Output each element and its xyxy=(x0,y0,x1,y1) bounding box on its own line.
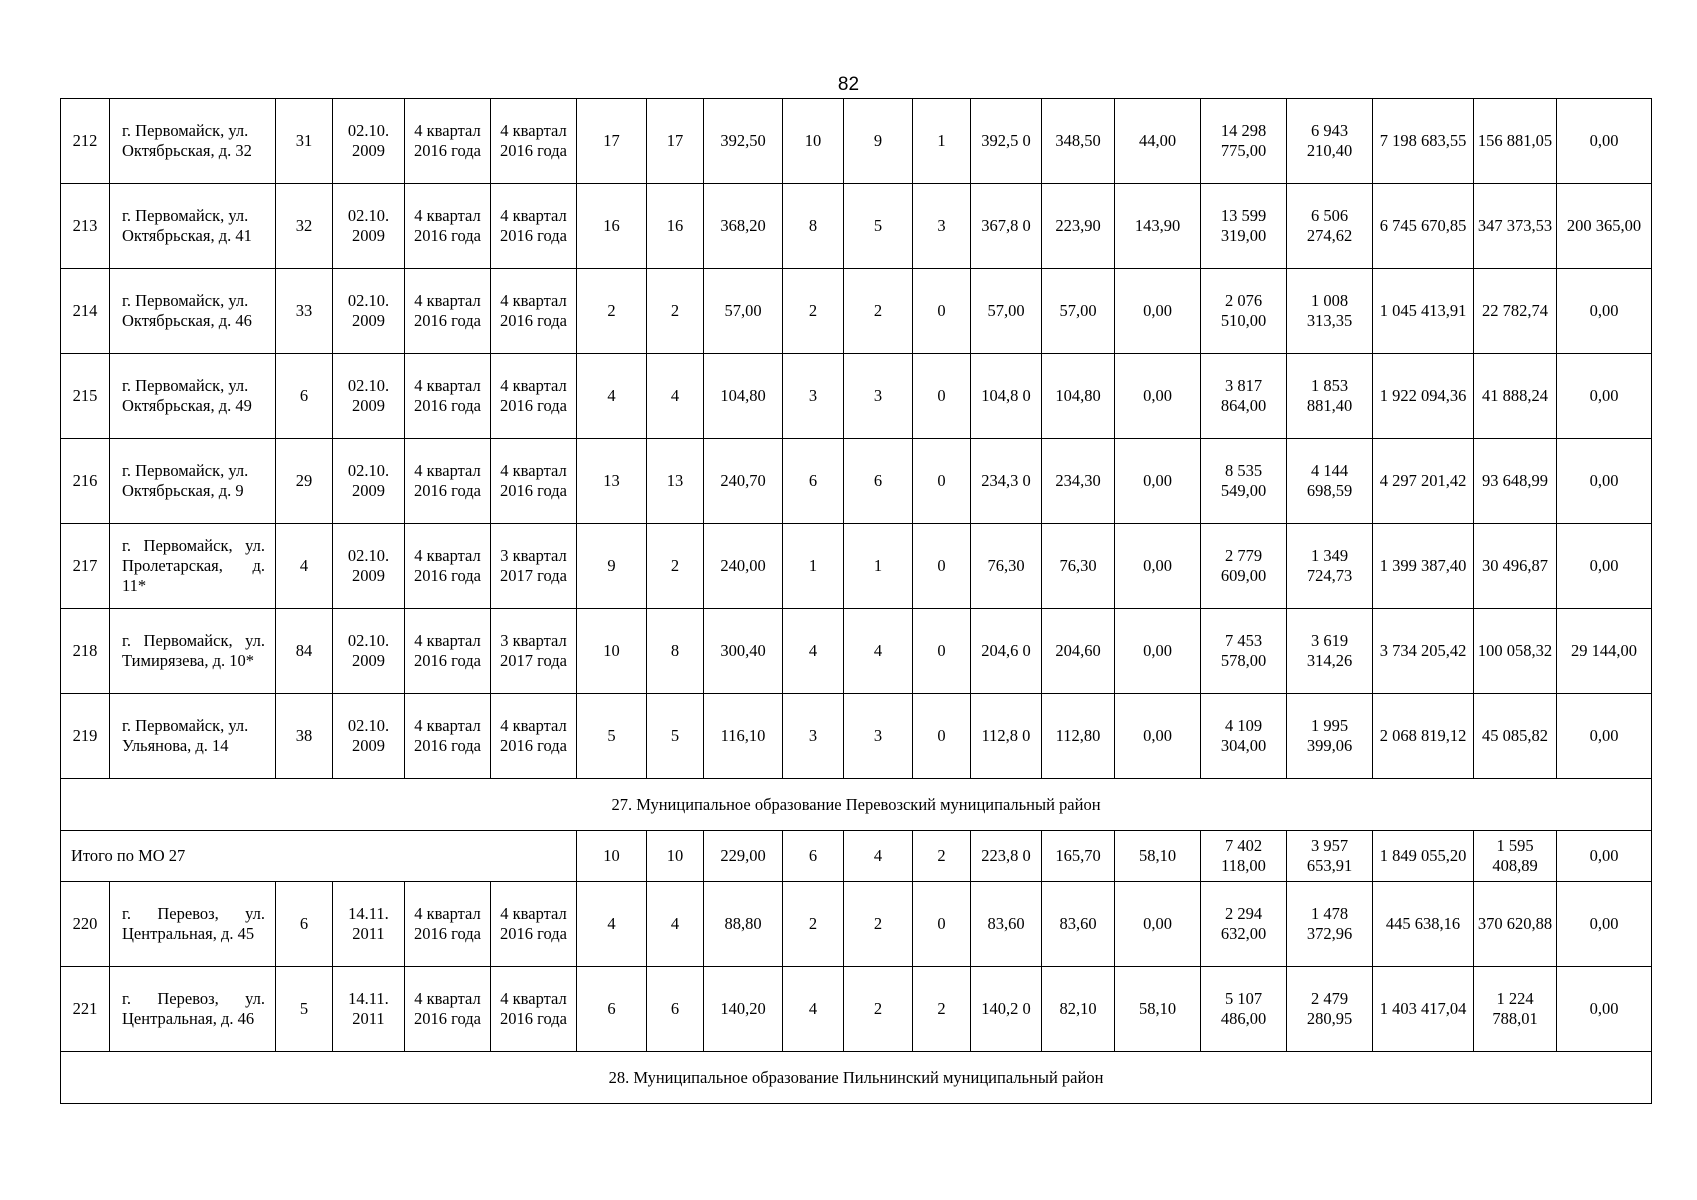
area-municipal-cell: 348,50 xyxy=(1042,99,1115,184)
row-number-cell: 215 xyxy=(61,354,110,439)
document-date-cell: 02.10. 2009 xyxy=(333,99,405,184)
table-row xyxy=(61,99,1652,184)
housing-register-table xyxy=(60,98,1652,1104)
row-number-cell: 220 xyxy=(61,882,110,967)
flats-municipal-cell: 3 xyxy=(844,354,913,439)
apartments-resettled-cell: 2 xyxy=(647,269,704,354)
section-header-row xyxy=(61,1052,1652,1104)
cost-total-cell: 14 298 775,00 xyxy=(1201,99,1287,184)
fund-share-cell: 1 008 313,35 xyxy=(1287,269,1373,354)
apartments-total-cell: 17 xyxy=(577,99,647,184)
address-cell: г. Перевоз, ул. Центральная, д. 46 xyxy=(110,967,276,1052)
table-body xyxy=(61,99,1652,1104)
flats-private-cell: 0 xyxy=(913,524,971,609)
region-share-cell: 4 297 201,42 xyxy=(1373,439,1474,524)
flats-municipal-cell: 6 xyxy=(844,439,913,524)
row-number-cell: 219 xyxy=(61,694,110,779)
address-cell: г. Первомайск, ул. Октябрьская, д. 9 xyxy=(110,439,276,524)
flats-municipal-cell: 2 xyxy=(844,269,913,354)
planned-date-cell: 4 квартал 2016 года xyxy=(405,354,491,439)
flats-municipal-cell: 4 xyxy=(844,609,913,694)
page-number: 82 xyxy=(837,74,860,95)
row-number-cell: 216 xyxy=(61,439,110,524)
local-share-cell: 100 058,32 xyxy=(1474,609,1557,694)
flats-count-cell: 6 xyxy=(783,439,844,524)
document-number-cell: 6 xyxy=(276,882,333,967)
extra-funds-cell: 0,00 xyxy=(1557,694,1652,779)
planned-date-cell: 4 квартал 2016 года xyxy=(405,524,491,609)
document-number-cell: 31 xyxy=(276,99,333,184)
extra-funds-cell: 0,00 xyxy=(1557,882,1652,967)
extra-funds-cell: 0,00 xyxy=(1557,831,1652,882)
area-resettled-cell: 140,2 0 xyxy=(971,967,1042,1052)
document-number-cell: 5 xyxy=(276,967,333,1052)
document-number-cell: 38 xyxy=(276,694,333,779)
fund-share-cell: 1 349 724,73 xyxy=(1287,524,1373,609)
apartments-resettled-cell: 10 xyxy=(647,831,704,882)
local-share-cell: 41 888,24 xyxy=(1474,354,1557,439)
area-private-cell: 0,00 xyxy=(1115,524,1201,609)
flats-private-cell: 0 xyxy=(913,882,971,967)
document-number-cell: 4 xyxy=(276,524,333,609)
region-share-cell: 1 045 413,91 xyxy=(1373,269,1474,354)
planned-date-cell: 4 квартал 2016 года xyxy=(405,99,491,184)
table-row xyxy=(61,694,1652,779)
cost-total-cell: 13 599 319,00 xyxy=(1201,184,1287,269)
area-total-cell: 88,80 xyxy=(704,882,783,967)
flats-count-cell: 8 xyxy=(783,184,844,269)
flats-municipal-cell: 3 xyxy=(844,694,913,779)
document-date-cell: 14.11. 2011 xyxy=(333,882,405,967)
fund-share-cell: 2 479 280,95 xyxy=(1287,967,1373,1052)
table-row xyxy=(61,967,1652,1052)
flats-municipal-cell: 2 xyxy=(844,882,913,967)
local-share-cell: 1 595 408,89 xyxy=(1474,831,1557,882)
planned-date-cell: 4 квартал 2016 года xyxy=(405,609,491,694)
actual-date-cell: 4 квартал 2016 года xyxy=(491,184,577,269)
cost-total-cell: 2 779 609,00 xyxy=(1201,524,1287,609)
area-total-cell: 104,80 xyxy=(704,354,783,439)
flats-count-cell: 2 xyxy=(783,269,844,354)
area-municipal-cell: 112,80 xyxy=(1042,694,1115,779)
area-private-cell: 0,00 xyxy=(1115,694,1201,779)
flats-municipal-cell: 1 xyxy=(844,524,913,609)
region-share-cell: 6 745 670,85 xyxy=(1373,184,1474,269)
address-cell: г. Первомайск, ул. Октябрьская, д. 32 xyxy=(110,99,276,184)
area-private-cell: 0,00 xyxy=(1115,269,1201,354)
document-number-cell: 32 xyxy=(276,184,333,269)
planned-date-cell: 4 квартал 2016 года xyxy=(405,184,491,269)
area-resettled-cell: 223,8 0 xyxy=(971,831,1042,882)
table-row xyxy=(61,354,1652,439)
area-resettled-cell: 367,8 0 xyxy=(971,184,1042,269)
section-title-cell: 27. Муниципальное образование Перевозский муниципальный район xyxy=(61,779,1652,831)
region-share-cell: 445 638,16 xyxy=(1373,882,1474,967)
table-row xyxy=(61,439,1652,524)
region-share-cell: 7 198 683,55 xyxy=(1373,99,1474,184)
region-share-cell: 1 403 417,04 xyxy=(1373,967,1474,1052)
apartments-total-cell: 13 xyxy=(577,439,647,524)
table-row xyxy=(61,609,1652,694)
area-resettled-cell: 392,5 0 xyxy=(971,99,1042,184)
local-share-cell: 347 373,53 xyxy=(1474,184,1557,269)
region-share-cell: 1 922 094,36 xyxy=(1373,354,1474,439)
actual-date-cell: 4 квартал 2016 года xyxy=(491,354,577,439)
table-row xyxy=(61,269,1652,354)
address-cell: г. Первомайск, ул. Тимирязева, д. 10* xyxy=(110,609,276,694)
flats-municipal-cell: 9 xyxy=(844,99,913,184)
area-total-cell: 240,70 xyxy=(704,439,783,524)
area-total-cell: 240,00 xyxy=(704,524,783,609)
planned-date-cell: 4 квартал 2016 года xyxy=(405,882,491,967)
flats-private-cell: 1 xyxy=(913,99,971,184)
flats-private-cell: 2 xyxy=(913,967,971,1052)
document-date-cell: 02.10. 2009 xyxy=(333,694,405,779)
fund-share-cell: 4 144 698,59 xyxy=(1287,439,1373,524)
actual-date-cell: 4 квартал 2016 года xyxy=(491,694,577,779)
area-total-cell: 140,20 xyxy=(704,967,783,1052)
extra-funds-cell: 0,00 xyxy=(1557,269,1652,354)
row-number-cell: 214 xyxy=(61,269,110,354)
address-cell: г. Перевоз, ул. Центральная, д. 45 xyxy=(110,882,276,967)
flats-private-cell: 0 xyxy=(913,439,971,524)
area-municipal-cell: 76,30 xyxy=(1042,524,1115,609)
apartments-total-cell: 16 xyxy=(577,184,647,269)
apartments-resettled-cell: 16 xyxy=(647,184,704,269)
flats-count-cell: 10 xyxy=(783,99,844,184)
area-municipal-cell: 204,60 xyxy=(1042,609,1115,694)
planned-date-cell: 4 квартал 2016 года xyxy=(405,269,491,354)
apartments-resettled-cell: 17 xyxy=(647,99,704,184)
area-private-cell: 58,10 xyxy=(1115,967,1201,1052)
extra-funds-cell: 0,00 xyxy=(1557,524,1652,609)
extra-funds-cell: 0,00 xyxy=(1557,354,1652,439)
apartments-total-cell: 2 xyxy=(577,269,647,354)
area-total-cell: 392,50 xyxy=(704,99,783,184)
extra-funds-cell: 0,00 xyxy=(1557,439,1652,524)
subtotal-row xyxy=(61,831,1652,882)
row-number-cell: 212 xyxy=(61,99,110,184)
flats-private-cell: 0 xyxy=(913,694,971,779)
extra-funds-cell: 0,00 xyxy=(1557,967,1652,1052)
area-private-cell: 44,00 xyxy=(1115,99,1201,184)
fund-share-cell: 6 506 274,62 xyxy=(1287,184,1373,269)
area-resettled-cell: 104,8 0 xyxy=(971,354,1042,439)
extra-funds-cell: 200 365,00 xyxy=(1557,184,1652,269)
area-private-cell: 0,00 xyxy=(1115,354,1201,439)
actual-date-cell: 4 квартал 2016 года xyxy=(491,269,577,354)
area-total-cell: 300,40 xyxy=(704,609,783,694)
actual-date-cell: 4 квартал 2016 года xyxy=(491,882,577,967)
apartments-total-cell: 10 xyxy=(577,609,647,694)
area-total-cell: 368,20 xyxy=(704,184,783,269)
flats-count-cell: 4 xyxy=(783,609,844,694)
cost-total-cell: 8 535 549,00 xyxy=(1201,439,1287,524)
area-total-cell: 116,10 xyxy=(704,694,783,779)
apartments-resettled-cell: 4 xyxy=(647,882,704,967)
flats-count-cell: 3 xyxy=(783,354,844,439)
apartments-resettled-cell: 4 xyxy=(647,354,704,439)
cost-total-cell: 5 107 486,00 xyxy=(1201,967,1287,1052)
flats-private-cell: 0 xyxy=(913,609,971,694)
actual-date-cell: 4 квартал 2016 года xyxy=(491,99,577,184)
apartments-resettled-cell: 6 xyxy=(647,967,704,1052)
flats-count-cell: 6 xyxy=(783,831,844,882)
area-private-cell: 0,00 xyxy=(1115,609,1201,694)
apartments-total-cell: 5 xyxy=(577,694,647,779)
actual-date-cell: 3 квартал 2017 года xyxy=(491,524,577,609)
apartments-total-cell: 6 xyxy=(577,967,647,1052)
table-row xyxy=(61,882,1652,967)
flats-municipal-cell: 4 xyxy=(844,831,913,882)
region-share-cell: 3 734 205,42 xyxy=(1373,609,1474,694)
document-date-cell: 02.10. 2009 xyxy=(333,609,405,694)
table-row xyxy=(61,524,1652,609)
address-cell: г. Первомайск, ул. Октябрьская, д. 41 xyxy=(110,184,276,269)
cost-total-cell: 2 076 510,00 xyxy=(1201,269,1287,354)
flats-private-cell: 0 xyxy=(913,269,971,354)
planned-date-cell: 4 квартал 2016 года xyxy=(405,694,491,779)
apartments-resettled-cell: 2 xyxy=(647,524,704,609)
area-resettled-cell: 112,8 0 xyxy=(971,694,1042,779)
document-number-cell: 33 xyxy=(276,269,333,354)
region-share-cell: 2 068 819,12 xyxy=(1373,694,1474,779)
fund-share-cell: 1 478 372,96 xyxy=(1287,882,1373,967)
section-title-cell: 28. Муниципальное образование Пильнинский муниципальный район xyxy=(61,1052,1652,1104)
fund-share-cell: 1 853 881,40 xyxy=(1287,354,1373,439)
flats-private-cell: 0 xyxy=(913,354,971,439)
area-municipal-cell: 83,60 xyxy=(1042,882,1115,967)
flats-private-cell: 2 xyxy=(913,831,971,882)
planned-date-cell: 4 квартал 2016 года xyxy=(405,439,491,524)
area-private-cell: 0,00 xyxy=(1115,882,1201,967)
area-total-cell: 229,00 xyxy=(704,831,783,882)
region-share-cell: 1 399 387,40 xyxy=(1373,524,1474,609)
flats-municipal-cell: 2 xyxy=(844,967,913,1052)
area-private-cell: 0,00 xyxy=(1115,439,1201,524)
apartments-total-cell: 4 xyxy=(577,882,647,967)
document-date-cell: 14.11. 2011 xyxy=(333,967,405,1052)
cost-total-cell: 4 109 304,00 xyxy=(1201,694,1287,779)
document-number-cell: 84 xyxy=(276,609,333,694)
document-number-cell: 6 xyxy=(276,354,333,439)
address-cell: г. Первомайск, ул. Октябрьская, д. 46 xyxy=(110,269,276,354)
area-municipal-cell: 165,70 xyxy=(1042,831,1115,882)
area-resettled-cell: 234,3 0 xyxy=(971,439,1042,524)
fund-share-cell: 6 943 210,40 xyxy=(1287,99,1373,184)
area-private-cell: 143,90 xyxy=(1115,184,1201,269)
area-municipal-cell: 234,30 xyxy=(1042,439,1115,524)
apartments-total-cell: 4 xyxy=(577,354,647,439)
row-number-cell: 221 xyxy=(61,967,110,1052)
row-number-cell: 217 xyxy=(61,524,110,609)
area-resettled-cell: 83,60 xyxy=(971,882,1042,967)
flats-municipal-cell: 5 xyxy=(844,184,913,269)
document-date-cell: 02.10. 2009 xyxy=(333,184,405,269)
cost-total-cell: 2 294 632,00 xyxy=(1201,882,1287,967)
flats-count-cell: 2 xyxy=(783,882,844,967)
area-resettled-cell: 57,00 xyxy=(971,269,1042,354)
local-share-cell: 1 224 788,01 xyxy=(1474,967,1557,1052)
fund-share-cell: 3 957 653,91 xyxy=(1287,831,1373,882)
area-resettled-cell: 204,6 0 xyxy=(971,609,1042,694)
actual-date-cell: 3 квартал 2017 года xyxy=(491,609,577,694)
fund-share-cell: 1 995 399,06 xyxy=(1287,694,1373,779)
actual-date-cell: 4 квартал 2016 года xyxy=(491,967,577,1052)
extra-funds-cell: 29 144,00 xyxy=(1557,609,1652,694)
document-number-cell: 29 xyxy=(276,439,333,524)
extra-funds-cell: 0,00 xyxy=(1557,99,1652,184)
area-municipal-cell: 57,00 xyxy=(1042,269,1115,354)
flats-count-cell: 4 xyxy=(783,967,844,1052)
cost-total-cell: 3 817 864,00 xyxy=(1201,354,1287,439)
local-share-cell: 93 648,99 xyxy=(1474,439,1557,524)
address-cell: г. Первомайск, ул. Ульянова, д. 14 xyxy=(110,694,276,779)
fund-share-cell: 3 619 314,26 xyxy=(1287,609,1373,694)
local-share-cell: 156 881,05 xyxy=(1474,99,1557,184)
apartments-resettled-cell: 5 xyxy=(647,694,704,779)
local-share-cell: 30 496,87 xyxy=(1474,524,1557,609)
local-share-cell: 22 782,74 xyxy=(1474,269,1557,354)
address-cell: г. Первомайск, ул. Октябрьская, д. 49 xyxy=(110,354,276,439)
area-municipal-cell: 104,80 xyxy=(1042,354,1115,439)
document-date-cell: 02.10. 2009 xyxy=(333,354,405,439)
row-number-cell: 213 xyxy=(61,184,110,269)
subtotal-label-cell: Итого по МО 27 xyxy=(61,831,577,882)
area-total-cell: 57,00 xyxy=(704,269,783,354)
apartments-resettled-cell: 13 xyxy=(647,439,704,524)
apartments-total-cell: 9 xyxy=(577,524,647,609)
row-number-cell: 218 xyxy=(61,609,110,694)
section-header-row xyxy=(61,779,1652,831)
document-date-cell: 02.10. 2009 xyxy=(333,269,405,354)
table-row xyxy=(61,184,1652,269)
area-resettled-cell: 76,30 xyxy=(971,524,1042,609)
flats-count-cell: 3 xyxy=(783,694,844,779)
apartments-total-cell: 10 xyxy=(577,831,647,882)
flats-count-cell: 1 xyxy=(783,524,844,609)
document-date-cell: 02.10. 2009 xyxy=(333,439,405,524)
apartments-resettled-cell: 8 xyxy=(647,609,704,694)
address-cell: г. Первомайск, ул. Пролетарская, д. 11* xyxy=(110,524,276,609)
flats-private-cell: 3 xyxy=(913,184,971,269)
area-municipal-cell: 223,90 xyxy=(1042,184,1115,269)
cost-total-cell: 7 453 578,00 xyxy=(1201,609,1287,694)
local-share-cell: 370 620,88 xyxy=(1474,882,1557,967)
region-share-cell: 1 849 055,20 xyxy=(1373,831,1474,882)
planned-date-cell: 4 квартал 2016 года xyxy=(405,967,491,1052)
area-municipal-cell: 82,10 xyxy=(1042,967,1115,1052)
actual-date-cell: 4 квартал 2016 года xyxy=(491,439,577,524)
local-share-cell: 45 085,82 xyxy=(1474,694,1557,779)
area-private-cell: 58,10 xyxy=(1115,831,1201,882)
cost-total-cell: 7 402 118,00 xyxy=(1201,831,1287,882)
document-date-cell: 02.10. 2009 xyxy=(333,524,405,609)
